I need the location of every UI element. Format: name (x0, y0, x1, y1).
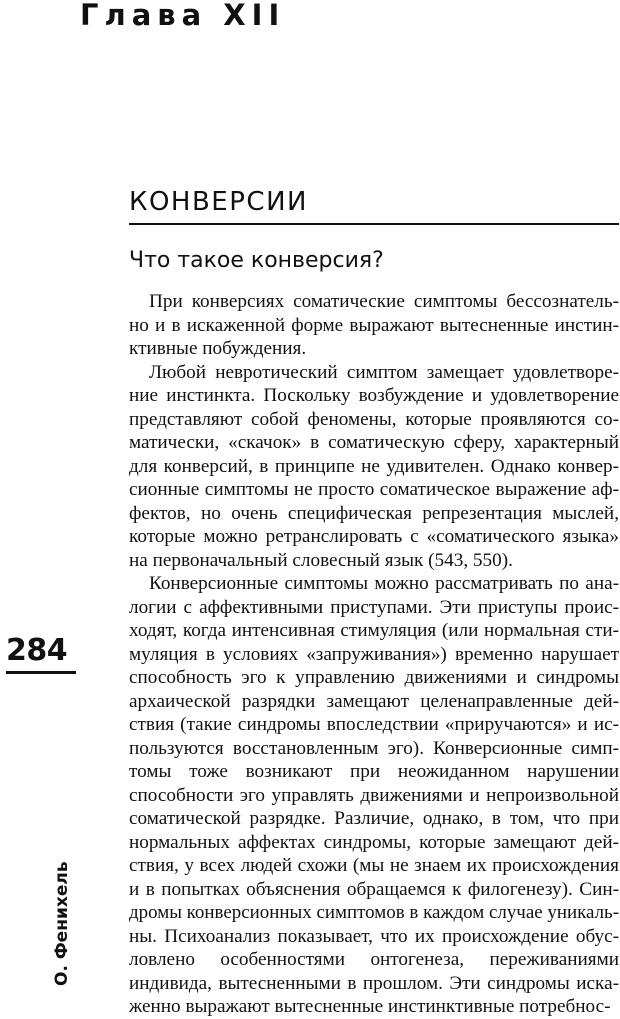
body-line: муляция в условиях «запруживания») временно нарушает (129, 643, 619, 665)
running-head-author: О. Фенихель (52, 861, 72, 986)
body-line: Любой невротический симптом замещает удовлетворе- (149, 361, 619, 383)
body-line: сионные симптомы не просто соматическое выражение аф- (129, 479, 619, 500)
body-line: пользуются восстановленным эго). Конверсионные симп- (129, 737, 619, 759)
body-line: ствия (такие синдромы впоследствии «приручаются» и ис- (129, 714, 619, 735)
body-line: фектов, но очень специфическая репрезентация мыслей, (129, 502, 619, 524)
body-line: ловлено особенностями онтогенеза, переживаниями (129, 949, 619, 970)
body-line: ны. Психоанализ показывает, что их происхождение обус- (129, 925, 619, 947)
body-line: архаической разрядки замещают целенаправленные дей- (129, 690, 619, 712)
body-line: соматической разрядке. Различие, однако, в том, что при (129, 808, 619, 829)
body-line: и в попытках объяснения обращаемся к филогенезу). Син- (129, 878, 619, 900)
body-line: ствия, у всех людей схожи (мы не знаем их происхождения (129, 855, 619, 876)
body-line: Конверсионные симптомы можно рассматривать по ана- (149, 573, 619, 594)
body-line: но и в искаженной форме выражают вытесненные инстин- (129, 314, 619, 336)
body-line: логии с аффективными приступами. Эти приступы проис- (129, 596, 619, 618)
page-number-rule (6, 671, 76, 674)
body-text (129, 290, 619, 1019)
body-line: представляют собой феномены, которые проявляются со- (129, 408, 619, 430)
body-line: женно выражают вытесненные инстинктивные потребнос- (129, 996, 611, 1017)
body-line: матически, «скачок» в соматическую сферу, характерный (129, 432, 619, 453)
section-rule (129, 223, 619, 225)
body-line: которые можно ретранслировать с «соматического языка» (129, 526, 619, 547)
subheading: Что такое конверсия? (129, 248, 384, 273)
body-line: томы тоже возникают при неожиданном нарушении (129, 761, 619, 782)
body-line: для конверсий, в принципе не удивителен. Однако конвер- (129, 455, 619, 477)
body-line: При конверсиях соматические симптомы бессознатель- (149, 291, 619, 312)
body-line: способности эго управлять движениями и непроизвольной (129, 784, 619, 806)
chapter-heading: Глава XII (80, 0, 286, 32)
body-line: способность эго к управлению движениями и синдромы (129, 667, 619, 688)
body-line: индивида, вытесненными в прошлом. Эти синдромы иска- (129, 972, 619, 994)
body-line: дромы конверсионных симптомов в каждом случае уникаль- (129, 902, 619, 923)
section-title: КОНВЕРСИИ (129, 187, 308, 217)
body-line: на первоначальный словесный язык (543, 550). (129, 549, 513, 571)
body-line: ктивные побуждения. (129, 338, 307, 359)
page-number: 284 (6, 633, 68, 668)
body-line: нормальных аффектах синдромы, которые замещают дей- (129, 831, 619, 853)
body-line: ходят, когда интенсивная стимуляция (или нормальная сти- (129, 620, 619, 641)
body-line: ние инстинкта. Поскольку возбуждение и удовлетворение (129, 385, 619, 406)
